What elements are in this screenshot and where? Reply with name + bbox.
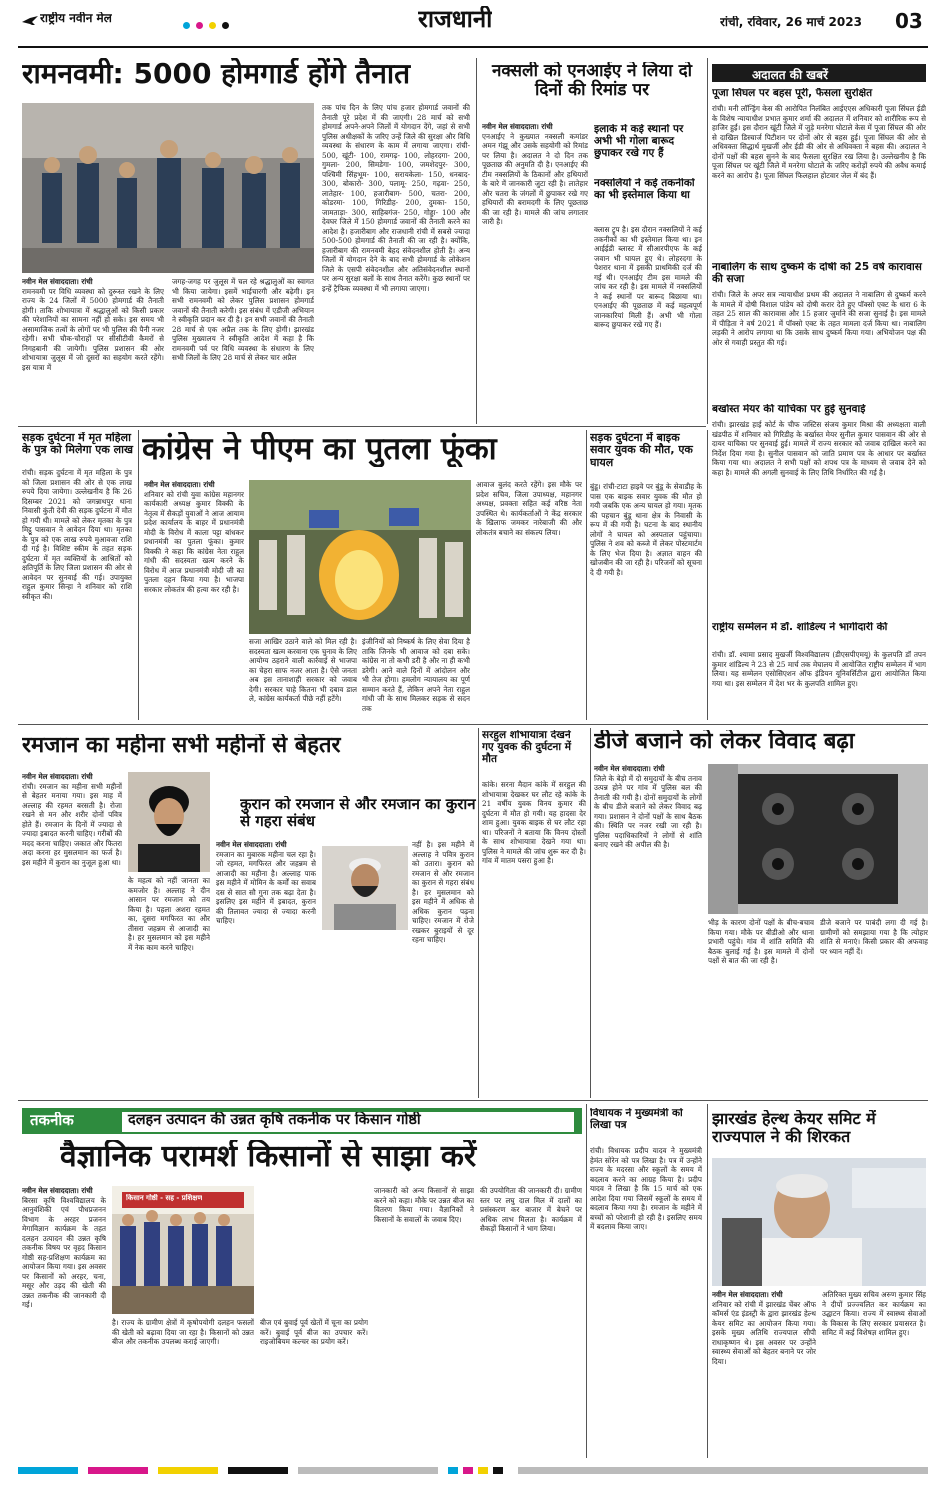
health-body-2: अतिरिक्त मुख्य सचिव अरुण कुमार सिंह ने दीपों प्रज्ज्वलित कर कार्यक्रम का उद्घाटन किया। राज्य में स्वास्थ्य सेवाओं के विकास के लिए सरकार प्रयासरत है। समिट में कई विशेषज्ञ शामिल हुए। — [822, 1290, 926, 1337]
agri-column-2 — [112, 1318, 254, 1456]
agri-body-5: की उपयोगिता की जानकारी दी। ग्रामीण स्तर पर लघु दाल मिल में दालों का प्रसंस्करण कर बाजार में बेचने पर अधिक लाभ मिलता है। कार्यक्रम में सैकड़ों किसानों ने भाग लिया। — [480, 1186, 582, 1233]
congress-column-3 — [362, 637, 470, 720]
agri-column-5 — [480, 1186, 582, 1456]
dj-body-2: भीड़ के कारण दोनों पक्षों के बीच-बचाव किया गया। मौके पर बीडीओ और थाना प्रभारी पहुंचे। गांव में शांति समिति की बैठक बुलाई गई है। इस मामले में दोनों पक्षों से बात की जा रही है। — [708, 918, 814, 965]
agri-tag: तकनीक — [30, 1112, 74, 1129]
dj-column-3 — [820, 918, 928, 1094]
agri-photo-caption: किसान गोष्ठी - सह - प्रशिक्षण — [126, 1194, 203, 1202]
accident2-headline: सड़क दुर्घटना में बाइक सवार युवक की मौत, एक घायल — [590, 432, 693, 469]
lead-body-3: तक पांच दिन के लिए पांच हजार होमगार्ड जवानों की तैनाती पूरे प्रदेश में की जाएगी। 28 मार्च को सभी होमगार्ड अपने-अपने जिलों में योगदान देंगे, जहां से सभी पुलिस अधीक्षकों के जरिए उन्हें जिले की सुरक्षा और विधि व्यवस्था के संधारण के काम में लगाया जाएगा। रांची- 500, खूंटी- 100, रामगढ़- 100, लोहरदगा- 200, गुमला- 200, सिमडेगा- 100, जमशेदपुर- 300, पश्चिमी सिंहभूम- 100, सरायकेला- 150, धनबाद- 300, बोकारो- 300, पलामू- 250, गढ़वा- 250, लातेहार- 100, हजारीबाग- 500, चतरा- 200, कोडरमा- 100, गिरिडीह- 200, दुमका- 150, जामताड़ा- 300, साहिबगंज- 250, गोड्डा- 100 और देवघर जिले में 150 होमगार्ड जवानों की तैनाती करने का आदेश है। हजारीबाग और राजधानी रांची में सबसे ज्यादा 500-500 होमगार्ड की तैनाती की जा रही है। क्योंकि, हजारीबाग की रामनवमी बेहद संवेदनशील होती है। अन्य जिलों में योगदान देने के बाद सभी होमगार्ड के लोकेशन जिले के एसपी संवेदनशील और अतिसंवेदनशील स्थानों पर अन्य सुरक्षा बलों के साथ तैनात करेंगे। कुछ स्थानों पर इन्हें ट्रैफिक व्यवस्था में भी लगाया जाएगा। — [322, 103, 470, 293]
congress-byline: नवीन मेल संवाददाता। रांची — [144, 480, 215, 489]
governor-photo — [712, 1158, 926, 1286]
congress-body-3: इंजीनियों को निष्कर्ष के लिए सेवा दिया है ताकि जिनके भी आवाज को दबा सके। कांग्रेस ना तो कभी डरी है और ना ही कभी डरेगी। आने वाले दिनों में आंदोलन और भी तेज होगा। हमलोग न्यायालय का पूर्ण सम्मान करते हैं, लेकिन अपने नेता राहुल गांधी जी के साथ मिलकर सड़क से सदन तक — [362, 637, 470, 713]
naxal-deck-2: नक्सलियों ने कई तकनीकों का भी इस्तेमाल किया था — [594, 178, 695, 201]
lead-byline: नवीन मेल संवाददाता। रांची — [22, 277, 93, 286]
dj-speakers-photo — [708, 764, 928, 914]
lead-column-3 — [322, 103, 470, 423]
naxal-body-2: क्लास ट्रूप है। इस दौरान नक्सलियों ने कई तकनीकों का भी इस्तेमाल किया था। इन आईईडी ब्लास्ट में सीआरपीएफ के कई जवान भी घायल हुए थे। लोहरदगा के पेशरार थाना में इसकी प्राथमिकी दर्ज की गई थी। एनआईए टीम इस मामले की जांच कर रही है। इस मामले में नक्सलियों ने कई स्थानों पर बारूद बिछाया था। एनआईए की पूछताछ में कई महत्वपूर्ण जानकारियां मिली हैं। अभी भी गोला बारूद छुपाकर रखे गए हैं। — [594, 225, 702, 329]
registration-mark — [209, 22, 216, 29]
registration-mark — [183, 22, 190, 29]
congress-body-2: सजा आखिर उठाने वाले को मिल रही है। सदस्यता खत्म करवाना एक चुनाव के लिए आयोग्य ठहराने वाली कार्रवाई से भाजपा का चेहरा साफ नजर आता है। ऐसे जनता अब इस तानाशाही सरकार को जवाब देगी। सरकार चाहे कितना भी दबाव डाल ले, कांग्रेस कार्यकर्ता पीछे नहीं हटेंगे। — [249, 637, 357, 703]
congress-body-4: आवाज बुलंद करते रहेंगे। इस मौके पर प्रदेश सचिव, जिला उपाध्यक्ष, महानगर अध्यक्ष, प्रवक्ता सहित कई वरिष्ठ नेता उपस्थित थे। कार्यकर्ताओं ने केंद्र सरकार के खिलाफ जमकर नारेबाजी की और लोकतंत्र बचाने का संकल्प लिया। — [476, 480, 582, 537]
police-march-photo — [22, 103, 314, 273]
health-headline: झारखंड हेल्थ केयर समिट में राज्यपाल ने की शिरकत — [712, 1110, 876, 1146]
agri-body-4: जानकारी को अन्य किसानों से साझा करने को कहा। मौके पर उन्नत बीज का वितरण किया गया। वैज्ञानिकों ने किसानों के सवालों के जवाब दिए। — [374, 1186, 474, 1224]
congress-column-2 — [249, 637, 357, 720]
ramzan-byline: नवीन मेल संवाददाता। रांची — [22, 772, 93, 781]
dj-body-1: जिले के बेड़ो में दो समुदायों के बीच तनाव उत्पन्न होने पर गांव में पुलिस बल की तैनाती की गयी है। दोनों समुदायों के लोगों के बीच डीजे बजाने को लेकर विवाद बढ़ गया। प्रशासन ने दोनों पक्षों के साथ बैठक की। स्थिति पर नजर रखी जा रही है। पुलिस पदाधिकारियों ने लोगों से शांति बनाए रखने की अपील की है। — [594, 773, 702, 849]
agri-column-1 — [22, 1186, 106, 1456]
dj-byline: नवीन मेल संवाददाता। रांची — [594, 764, 665, 773]
dj-column-1 — [594, 764, 702, 1094]
congress-column-1 — [144, 480, 244, 720]
cleric-portrait-photo — [128, 772, 210, 872]
naxal-column-1 — [482, 122, 588, 424]
agri-byline: नवीन मेल संवाददाता। रांची — [22, 1186, 93, 1195]
congress-body-1: शनिवार को रांची युवा कांग्रेस महानगर कार्यकारी अध्यक्ष कुमार विक्की के नेतृत्व में सैकड़ों युवाओं ने आज आयाम प्रदेश कार्यालय के बाहर में प्रधानमंत्री मोदी के विरोध में काला पट्टा बांधकर प्रधानमंत्री का पुतला फूंका। कुमार विक्की ने कहा कि कांग्रेस नेता राहुल गांधी की सदस्यता खत्म करने के विरोध में आज प्रधानमंत्री मोदी जी का पुतला दहन किया गया है। भाजपा सरकार लोकतंत्र की हत्या कर रही है। — [144, 489, 244, 594]
ramzan-body-3: रमजान का मुबारक महीना चल रहा है। जो रहमत, मगफिरत और जहन्नम से आजादी का महीना है। अल्लाह पाक इस महीने में मोमिन के कर्मों का सवाब दस से सात सौ गुना तक बढ़ा देता है। इसलिए इस महीने में इबादत, कुरान की तिलावत ज्यादा से ज्यादा करनी चाहिए। — [216, 849, 316, 925]
congress-headline: कांग्रेस ने पीएम का पुतला फूंका — [142, 432, 497, 467]
ramzan-column-2 — [128, 876, 210, 1094]
naxal-byline: नवीन मेल संवाददाता। रांची — [482, 122, 553, 131]
paper-logo: राष्ट्रीय नवीन मेल — [40, 12, 112, 25]
ramzan-column-4 — [412, 840, 474, 1094]
naxal-deck-1: इलाके में कई स्थानों पर अभी भी गोला बारूद छुपाकर रखे गए हैं — [594, 124, 684, 159]
ramzan-sub-byline: नवीन मेल संवाददाता। रांची — [216, 840, 287, 849]
dj-headline: डीजे बजाने को लेकर विवाद बढ़ा — [594, 730, 855, 754]
congress-column-4 — [476, 480, 582, 720]
lead-body-2: जगह-जगह पर जुलूस में चल रहे श्रद्धालुओं का स्वागत भी किया जायेगा। इसमें भाईचारगी और बढ़ेगी। इन सभी रामनवमी को लेकर पुलिस प्रशासन होमगार्ड जवानों की तैनाती करेगी। इस संबंध में एडीजी अभियान ने स्वीकृति प्रदान कर दी है। इन सभी जवानों की तैनाती 28 मार्च से एक अप्रैल तक के लिए होगी। झारखंड पुलिस मुख्यालय ने स्वीकृति आदेश में कहा है कि रामनवमी पर्व पर विधि व्यवस्था के संधारण के लिए सभी जिलों के लिए 28 मार्च से लेकर चार अप्रैल — [172, 277, 314, 362]
naxal-body-1: एनआईए ने कुख्यात नक्सली कमांडर अमन गंझू और उसके सहयोगी को रिमांड पर लिया है। अदालत ने दो दिन तक पूछताछ की अनुमति दी है। एनआईए की टीम नक्सलियों के ठिकानों और हथियारों के बारे में जानकारी जुटा रही है। लातेहार और चतरा के जंगलों में छुपाकर रखे गए हथियारों की बरामदगी के लिए पूछताछ की जा रही है। मामले की जांच लगातार जारी है। — [482, 131, 588, 226]
mla-body: रांची। विधायक प्रदीप यादव ने मुख्यमंत्री हेमंत सोरेन को पत्र लिखा है। पत्र में उन्होंने राज्य के मदरसा और स्कूलों के समय में बदलाव करने का आग्रह किया है। प्रदीप यादव ने लिखा है कि 15 मार्च को एक आदेश दिया गया जिसमें स्कूलों के समय में बदलाव किया गया है। रमजान के महीने में बच्चों को परेशानी हो रही है। इसलिए समय में बदलाव किया जाए। — [590, 1146, 702, 1231]
ramzan-headline: रमजान का महीना सभी महीनों से बेहतर — [22, 734, 341, 758]
sarhul-headline: सरहुल शोभायात्रा देखने गए युवक की दुर्घटना में मौत — [482, 730, 572, 765]
court-b3: रांची। झारखंड हाई कोर्ट के चीफ जस्टिस संजय कुमार मिश्रा की अध्यक्षता वाली खंडपीठ में शनिवार को गिरिडीह के बर्खास्त मेयर सुनील कुमार पासवान की ओर से दायर याचिका पर सुनवाई हुई। मामले में राज्य सरकार को जवाब दाखिल करने का निर्देश दिया गया है। सुनील पासवान को जाति प्रमाण पत्र के आधार पर बर्खास्त किया गया था। अदालत ने सभी पक्षों को शपथ पत्र के माध्यम से जवाब देने को कहा है। मामले की अगली सुनवाई के लिए तिथि निर्धारित की गई है। — [712, 420, 926, 477]
accident2-body: बुंडू। रांची-टाटा हाइवे पर बुंडू के सेवाडीह के पास एक बाइक सवार युवक की मौत हो गयी जबकि एक अन्य घायल हो गया। मृतक की पहचान बुंडू थाना क्षेत्र के निवासी के रूप में की गयी है। घटना के बाद स्थानीय लोगों ने घायल को अस्पताल पहुंचाया। पुलिस ने शव को कब्जे में लेकर पोस्टमार्टम के लिए भेज दिया है। अज्ञात वाहन की खोजबीन की जा रही है। परिजनों को सूचना दे दी गयी है। — [590, 482, 702, 577]
agri-body-3: बीज एवं बुवाई पूर्व खेतों में चूना का प्रयोग करें। बुवाई पूर्व बीज का उपचार करें। राइजोबियम कल्चर का प्रयोग करें। — [260, 1318, 368, 1346]
court-b2: रांची। जिले के अपर सत्र न्यायाधीश प्रथम की अदालत ने नाबालिग से दुष्कर्म करने के मामले में दोषी विशाल पांडेय को दोषी करार देते हुए पॉक्सो एक्ट के धारा 6 के तहत 25 साल की कारावास और 15 हजार जुर्माने की सजा सुनाई है। इस मामले में पीड़िता ने वर्ष 2021 में पॉक्सो एक्ट के तहत मामला दर्ज किया था। नाबालिग लड़की ने आरोप लगाया था कि उसके साथ दुष्कर्म किया गया। अभियोजन पक्ष की ओर से गवाही प्रस्तुत की गई। — [712, 290, 926, 347]
agri-headline: वैज्ञानिक परामर्श किसानों से साझा करें — [60, 1140, 477, 1174]
ramzan-body-1: रांची। रमजान का महीना सभी महीनों से बेहतर मनाया गया। इस माह में अल्लाह की रहमत बरसती है। रोजा रखने से मन और शरीर दोनों पवित्र होते हैं। रमजान के दिनों में ज्यादा से ज्यादा इबादत करनी चाहिए। गरीबों की मदद करना चाहिए। जकात और फितरा अदा करना हर मुसलमान का फर्ज है। इस महीने में कुरान का नुजूल हुआ था। — [22, 781, 122, 867]
agri-column-4 — [374, 1186, 474, 1456]
lead-column-1 — [22, 277, 164, 423]
page-number: 03 — [895, 10, 923, 33]
agri-kicker-band — [22, 1108, 582, 1134]
dateline: रांची, रविवार, 26 मार्च 2023 — [720, 16, 862, 29]
health-column-2 — [822, 1290, 926, 1456]
scholar-portrait-photo — [322, 846, 408, 930]
ramzan-body-2: के महत्व को नहीं जानता का कमजोर है। अल्लाह ने दीन आसान पर रमजान को तय किया है। पहला अशरा रहमत का, दूसरा मगफिरत का और तीसरा जहन्नम से आजादी का है। हर मुसलमान को इस महीने में नेक काम करने चाहिए। — [128, 876, 210, 952]
effigy-burning-photo — [249, 480, 471, 634]
court-b4: रांची। डॉ. श्यामा प्रसाद मुखर्जी विश्वविद्यालय (डीएसपीएमयू) के कुलपति डॉ तपन कुमार शांडिल्य ने 23 से 25 मार्च तक मेघालय में आयोजित राष्ट्रीय सम्मेलन में भाग लिया। यह सम्मेलन एसोसिएशन ऑफ इंडियन यूनिवर्सिटीज द्वारा आयोजित किया गया था। इस सम्मेलन में देश भर के कुलपति शामिल हुए। — [712, 650, 926, 688]
agri-body-1: बिरसा कृषि विश्वविद्यालय के आनुवंशिकी एवं पौधप्रजनन विभाग के अरहर प्रजनन मेगाविज्ञान कार्यक्रम के तहत दलहन उत्पादन की उन्नत कृषि तकनीक विषय पर वृहद किसान गोष्ठी सह-प्रशिक्षण कार्यक्रम का आयोजन किया गया। इस अवसर पर किसानों को अरहर, चना, मसूर और उड़द की खेती की उन्नत तकनीक की जानकारी दी गई। — [22, 1195, 106, 1309]
court-h1: पूजा सिंघल पर बहस पूरी, फैसला सुरक्षित — [712, 88, 873, 99]
ramzan-column-3 — [216, 840, 316, 1094]
masthead — [0, 0, 945, 48]
mla-headline: विधायक ने मुख्यमंत्री को लिखा पत्र — [590, 1108, 683, 1131]
accident1-headline: सड़क दुर्घटना में मृत महिला के पुत्र को मिलेगा एक लाख — [22, 432, 133, 457]
section-title: राजधानी — [418, 6, 493, 33]
ramzan-column-1 — [22, 772, 122, 1094]
court-header: अदालत की खबरें — [712, 64, 926, 82]
bird-icon — [22, 13, 38, 25]
color-registration-bar — [18, 1462, 928, 1474]
court-h4: राष्ट्रीय सम्मेलन में डॉ. शांडिल्य ने भागीदारी की — [712, 622, 888, 633]
naxal-headline: नक्सली को एनआईए ने लिया दो दिनों की रिमांड पर — [491, 62, 693, 101]
agri-column-3 — [260, 1318, 368, 1456]
registration-mark — [196, 22, 203, 29]
lead-headline: रामनवमी: 5000 होमगार्ड होंगे तैनात — [22, 58, 411, 90]
health-body-1: शनिवार को रांची में झारखंड चेंबर ऑफ कॉमर्स एंड इंडस्ट्री के द्वारा झारखंड हेल्थ केयर समिट का आयोजन किया गया। इसके मुख्य अतिथि राज्यपाल सीपी राधाकृष्णन थे। इस अवसर पर उन्होंने स्वास्थ्य सेवाओं को बेहतर बनाने पर जोर दिया। — [712, 1299, 816, 1366]
health-column-1 — [712, 1290, 816, 1456]
dj-body-3: डीजे बजाने पर पाबंदी लगा दी गई है। ग्रामीणों को समझाया गया है कि त्योहार शांति से मनाएं। किसी प्रकार की अफवाह पर ध्यान नहीं दें। — [820, 918, 928, 956]
sarhul-body: कांके। सरना मैदान कांके में सरहुल की शोभायात्रा देखकर घर लौट रहे कांके के 21 वर्षीय युवक विनय कुमार की दुर्घटना में मौत हो गयी। यह हादसा देर शाम हुआ। युवक बाइक से घर लौट रहा था। परिजनों ने बताया कि विनय दोस्तों के साथ शोभायात्रा देखने गया था। पुलिस ने मामले की जांच शुरू कर दी है। गांव में मातम पसरा हुआ है। — [482, 780, 586, 865]
court-b1: रांची। मनी लॉन्ड्रिंग केस की आरोपित निलंबित आईएएस अधिकारी पूजा सिंघल ईडी के विशेष न्यायाधीश प्रभात कुमार शर्मा की अदालत में शनिवार को शारीरिक रूप से हाजिर हुईं। इस दौरान खूंटी जिले में जुड़े मनरेगा घोटाले केस में पूजा सिंघल की ओर से दाखिल डिस्चार्ज पिटीशन पर दोनों ओर से बहस हुई। पूजा सिंघल की ओर से अधिवक्ता सिद्धार्थ मुखर्जी और ईडी की ओर से अधिवक्ता ने बहस की। अदालत ने दोनों पक्षों की बहस सुनने के बाद फैसला सुरक्षित रख लिया है। उल्लेखनीय है कि पूजा सिंघल पर खूंटी जिले में मनरेगा घोटाले के जरिए करोड़ों रुपये की अवैध कमाई करने का आरोप है। पूजा सिंघल फिलहाल होटवार जेल में बंद हैं। — [712, 104, 926, 180]
ramzan-subheadline: कुरान को रमजान से और रमजान का कुरान से गहरा संबंध — [240, 796, 476, 830]
court-h3: बर्खास्त मेयर की याचिका पर हुई सुनवाई — [712, 404, 866, 415]
agri-kicker: दलहन उत्पादन की उन्नत कृषि तकनीक पर किसान गोष्ठी — [122, 1112, 574, 1132]
farmers-seminar-photo — [112, 1186, 254, 1314]
health-byline: नवीन मेल संवाददाता। रांची — [712, 1290, 783, 1299]
lead-body-1: रामनवमी पर विधि व्यवस्था को दुरूस्त रखने के लिए राज्य के 24 जिलों में 5000 होमगार्ड की तैनाती होगी। ताकि शोभायात्रा में श्रद्धालुओं को किसी प्रकार की परेशानियों का सामना नहीं हो सके। इस समय भी असामाजिक तत्वों के लोगों पर भी पुलिस की पैनी नजर रहेगी। सभी चौक-चौराहों पर सीसीटीवी कैमरों से निगहबानी की जायेगी। पुलिस प्रशासन की ओर शोभायात्रा जुलूस में जो दूसरों का सहयोग करते रहेंगे। इस यात्रा में — [22, 286, 164, 372]
ramzan-body-4: नहीं है। इस महीने में अल्लाह ने पवित्र कुरान को उतारा। कुरान को रमजान से और रमजान का कुरान से गहरा संबंध है। हर मुसलमान को इस महीने में अधिक से अधिक कुरान पढ़ना चाहिए। रमजान में रोजे रखकर बुराइयों से दूर रहना चाहिए। — [412, 840, 474, 944]
naxal-column-2 — [594, 225, 702, 424]
color-dots — [180, 14, 232, 33]
registration-mark — [222, 22, 229, 29]
lead-column-2 — [172, 277, 314, 423]
accident1-body: रांची। सड़क दुर्घटना में मृत महिला के पुत्र को जिला प्रशासन की ओर से एक लाख रुपये दिया जायेगा। उल्लेखनीय है कि 26 दिसम्बर 2021 को जगन्नाथपुर थाना निवासी कुंती देवी की सड़क दुर्घटना में मौत हो गयी थी। मामले को लेकर मृतका के पुत्र मिट्ठू पासवान ने आवेदन दिया था। मृतका के पुत्र को एक लाख रुपये मुआवजा राशि दी गई है। विशिष्ट स्कीम के तहत सड़क दुर्घटना में मृत व्यक्तियों के आश्रितों को क्षतिपूर्ति के लिए जिला प्रशासन की ओर से आवेदन पर सुनवाई की गई। उपायुक्त राहुल कुमार सिन्हा ने शनिवार को राशि स्वीकृत की। — [22, 468, 132, 601]
dj-column-2 — [708, 918, 814, 1094]
court-h2: नाबालिग के साथ दुष्कर्म के दोषी को 25 वर्ष कारावास की सजा — [712, 262, 922, 285]
agri-body-2: है। राज्य के ग्रामीण क्षेत्रों में कृषोपयोगी दलहन फसलों की खेती को बढ़ावा दिया जा रहा है। किसानों को उन्नत बीज और तकनीक उपलब्ध कराई जाएगी। — [112, 1318, 254, 1346]
